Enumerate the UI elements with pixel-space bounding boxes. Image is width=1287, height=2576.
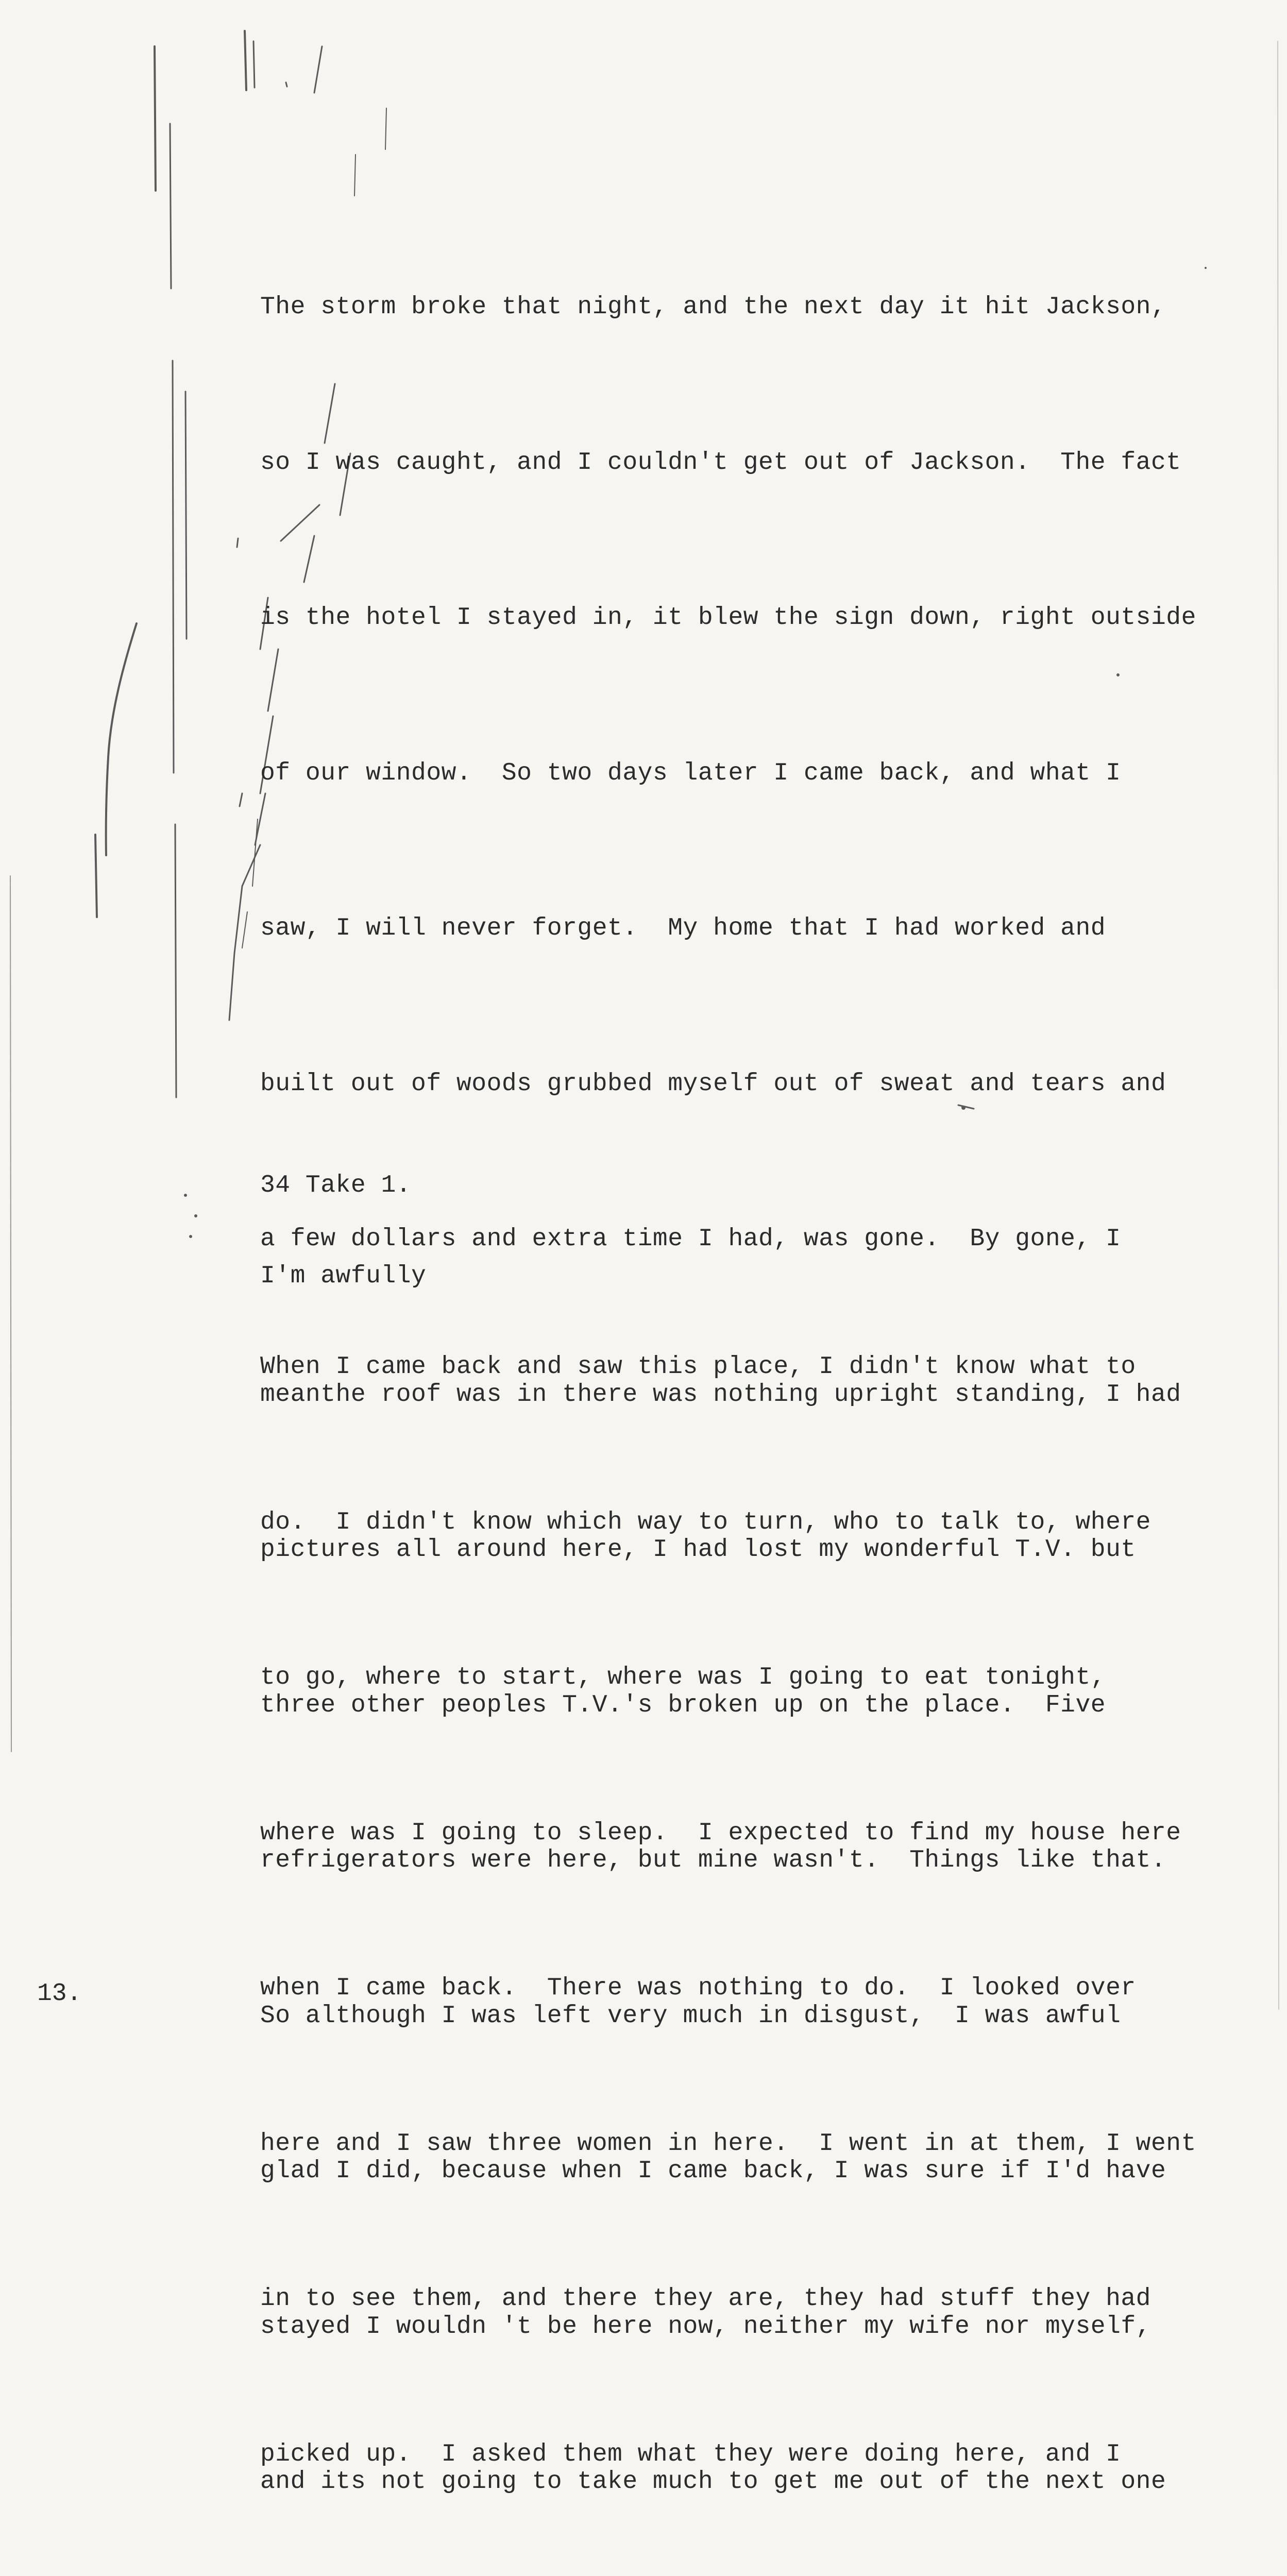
text-line: glad I did, because when I came back, I was sure if I'd have [260,2157,1166,2185]
text-line: built out of woods grubbed myself out of sweat and tears and [260,1070,1166,1098]
text-line: a few dollars and extra time I had, was gone. By gone, I [260,1225,1121,1253]
text-line: When I came back and saw this place, I didn't know what to [260,1353,1136,1381]
text-line: of our window. So two days later I came back, and what I [260,759,1121,787]
text-line: when I came back. There was nothing to do. I looked over [260,1974,1136,2002]
text-line: stayed I wouldn 't be here now, neither my wife nor myself, [260,2312,1151,2341]
text-line: do. I didn't know which way to turn, who to talk to, where [260,1508,1151,1536]
text-line: in to see them, and there they are, they had stuff they had [260,2285,1151,2313]
fragment-text: I'm awfully [260,1262,427,1290]
text-line: and its not going to take much to get me out of the next one [260,2468,1166,2496]
text-line: refrigerators were here, but mine wasn't. Things like that. [260,1846,1166,1874]
text-line: saw, I will never forget. My home that I had worked and [260,914,1106,942]
text-line: so I was caught, and I couldn't get out of Jackson. The fact [260,448,1181,477]
text-line: to go, where to start, where was I going to eat tonight, [260,1664,1106,1691]
text-line: So although I was left very much in disgust, I was awful [260,2002,1121,2030]
text-line: meanthe roof was in there was nothing upright standing, I had [260,1380,1181,1409]
take-label-text: 34 Take 1. [260,1172,412,1199]
text-line: here and I saw three women in here. I went in at them, I went [260,2129,1196,2158]
text-line: where was I going to sleep. I expected to find my house here [260,1819,1181,1847]
text-line: pictures all around here, I had lost my wonderful T.V. but [260,1536,1136,1564]
text-line: is the hotel I stayed in, it blew the sign down, right outside [260,604,1196,632]
text-line: picked up. I asked them what they were doing here, and I [260,2440,1121,2468]
text-line: The storm broke that night, and the next day it hit Jackson, [260,293,1166,321]
paragraph-came-back [260,1238,1239,2576]
page-number: 13. [37,1980,82,2008]
text-line: three other peoples T.V.'s broken up on the place. Five [260,1691,1106,1719]
